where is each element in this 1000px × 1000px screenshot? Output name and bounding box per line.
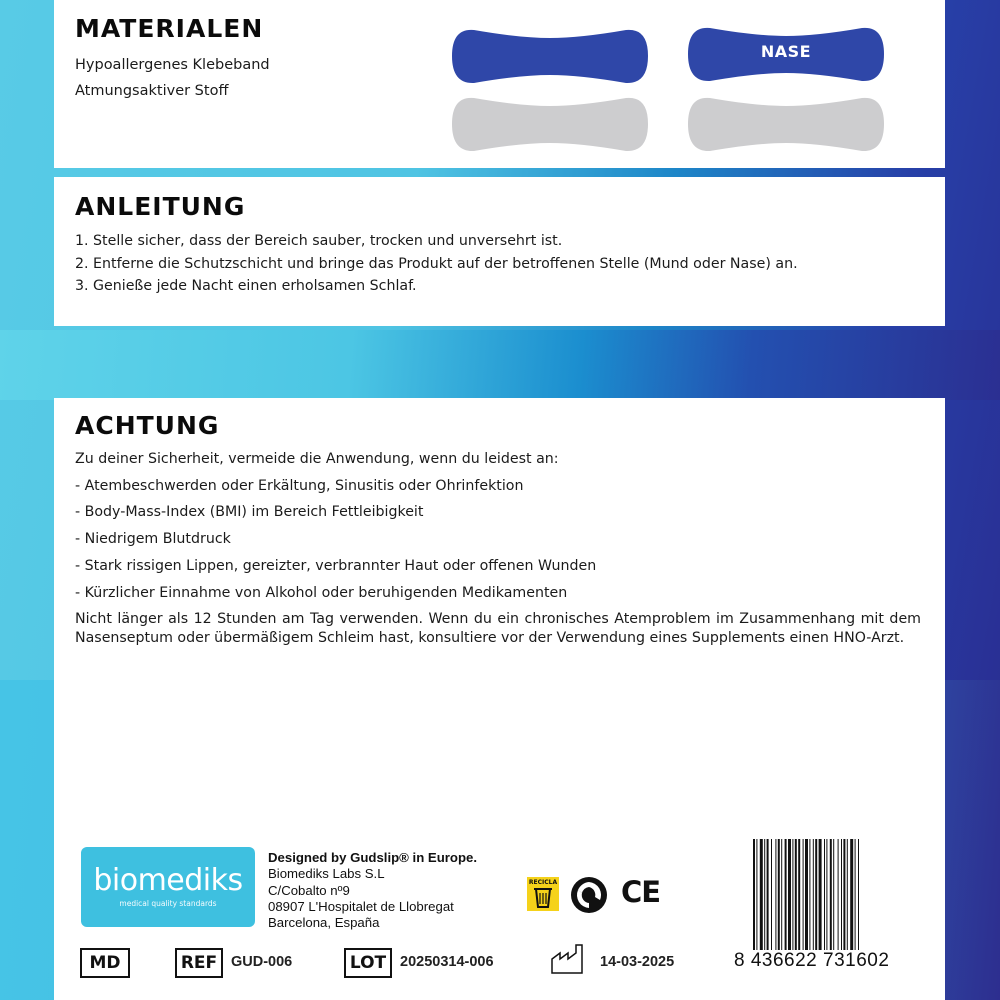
barcode-bar	[833, 839, 834, 968]
barcode-bar	[798, 839, 800, 968]
md-label-box: MD	[80, 948, 130, 978]
warning-panel	[54, 398, 945, 1000]
biomediks-logo	[81, 847, 255, 927]
barcode-bar	[792, 839, 793, 968]
barcode-bar	[805, 839, 808, 968]
nose-strip-label: NASE	[760, 42, 812, 61]
recycle-label: RECICLA	[528, 879, 558, 886]
lot-label-box: LOT	[344, 948, 392, 978]
address-line: 08907 L'Hospitalet de Llobregat	[268, 898, 454, 914]
barcode-bar	[785, 839, 787, 968]
barcode-bar	[843, 839, 845, 968]
barcode-bar	[813, 839, 814, 968]
logo-wordmark: biomediks	[93, 863, 243, 898]
address-line: Biomediks Labs S.L	[268, 866, 385, 882]
warning-title: ACHTUNG	[75, 411, 220, 440]
address-line: C/Cobalto nº9	[268, 882, 350, 898]
ce-mark-icon: CE	[621, 875, 661, 909]
barcode-bar	[803, 839, 804, 968]
instruction-step: 3. Genieße jede Nacht einen erholsamen Schlaf.	[75, 278, 417, 294]
green-dot-recycling-icon	[570, 876, 608, 914]
manufacturer-address	[268, 850, 477, 931]
barcode-bar	[838, 839, 839, 968]
barcode-bar	[824, 839, 825, 968]
materials-item: Hypoallergenes Klebeband	[75, 57, 270, 73]
materials-title: MATERIALEN	[75, 14, 264, 43]
instruction-step: 1. Stelle sicher, dass der Bereich sauber, trocken und unversehrt ist.	[75, 233, 563, 249]
recycle-bin-icon	[527, 877, 559, 911]
ref-label-box: REF	[175, 948, 223, 978]
warning-list	[75, 446, 596, 606]
barcode-bar	[771, 839, 772, 968]
barcode-bar	[858, 839, 859, 968]
barcode-bar	[826, 839, 827, 968]
factory-date-icon	[550, 943, 586, 975]
materials-panel	[54, 0, 945, 168]
barcode-bar	[841, 839, 842, 968]
barcode-bar	[795, 839, 797, 968]
barcode-bar	[850, 839, 853, 968]
mouth-strip-grey-image	[450, 94, 650, 155]
barcode-bar	[815, 839, 817, 968]
warning-intro: Zu deiner Sicherheit, vermeide die Anwendung, wenn du leidest an:	[75, 451, 559, 467]
barcode-bar	[819, 839, 822, 968]
lot-value: 20250314-006	[400, 954, 494, 970]
instructions-title: ANLEITUNG	[75, 192, 246, 221]
materials-item: Atmungsaktiver Stoff	[75, 83, 229, 99]
warning-item: - Atembeschwerden oder Erkältung, Sinusitis oder Ohrinfektion	[75, 477, 524, 494]
manufacture-date: 14-03-2025	[600, 954, 675, 970]
barcode-bar	[781, 839, 782, 968]
barcode-bar	[767, 839, 769, 968]
barcode-bar	[830, 839, 832, 968]
barcode-bar	[847, 839, 848, 968]
barcode-bar	[855, 839, 856, 968]
nose-strip-grey-image	[686, 94, 886, 155]
barcode-bar	[788, 839, 791, 968]
address-line: Barcelona, España	[268, 915, 380, 931]
designed-by-text: Designed by Gudslip® in Europe.	[268, 850, 478, 865]
barcode-bar	[760, 839, 763, 968]
warning-item: - Kürzlicher Einnahme von Alkohol oder beruhigenden Medikamenten	[75, 584, 568, 601]
warning-item: - Niedrigem Blutdruck	[75, 531, 231, 548]
warning-note: Nicht länger als 12 Stunden am Tag verwenden. Wenn du ein chronisches Atemproblem im Zusammenhang mit dem Nasenseptum oder übermäßigem Schleim hast, konsultiere vor der Verwendung eines Supplements einen HNO-Arzt.	[75, 611, 921, 646]
barcode-bar	[775, 839, 776, 968]
barcode-bar	[756, 839, 757, 968]
mouth-strip-blue-image	[450, 26, 650, 87]
warning-item: - Stark rissigen Lippen, gereizter, verbrannter Haut oder offenen Wunden	[75, 557, 597, 574]
barcode-bar	[764, 839, 765, 968]
nose-strip-blue-image	[686, 24, 886, 85]
barcode-bar	[753, 839, 755, 968]
barcode-bar	[809, 839, 810, 968]
instructions-list	[75, 230, 798, 298]
instruction-step: 2. Entferne die Schutzschicht und bringe das Produkt auf der betroffenen Stelle (Mund oder Nase) an.	[75, 255, 798, 272]
barcode-bar	[778, 839, 780, 968]
warning-item: - Body-Mass-Index (BMI) im Bereich Fettleibigkeit	[75, 504, 424, 521]
barcode-image	[751, 839, 913, 968]
instructions-panel	[54, 177, 945, 326]
barcode-number: 8 436622 731602	[734, 950, 890, 971]
ref-value: GUD-006	[231, 954, 293, 970]
logo-tagline: medical quality standards	[119, 899, 217, 908]
background-band-middle	[0, 330, 1000, 400]
